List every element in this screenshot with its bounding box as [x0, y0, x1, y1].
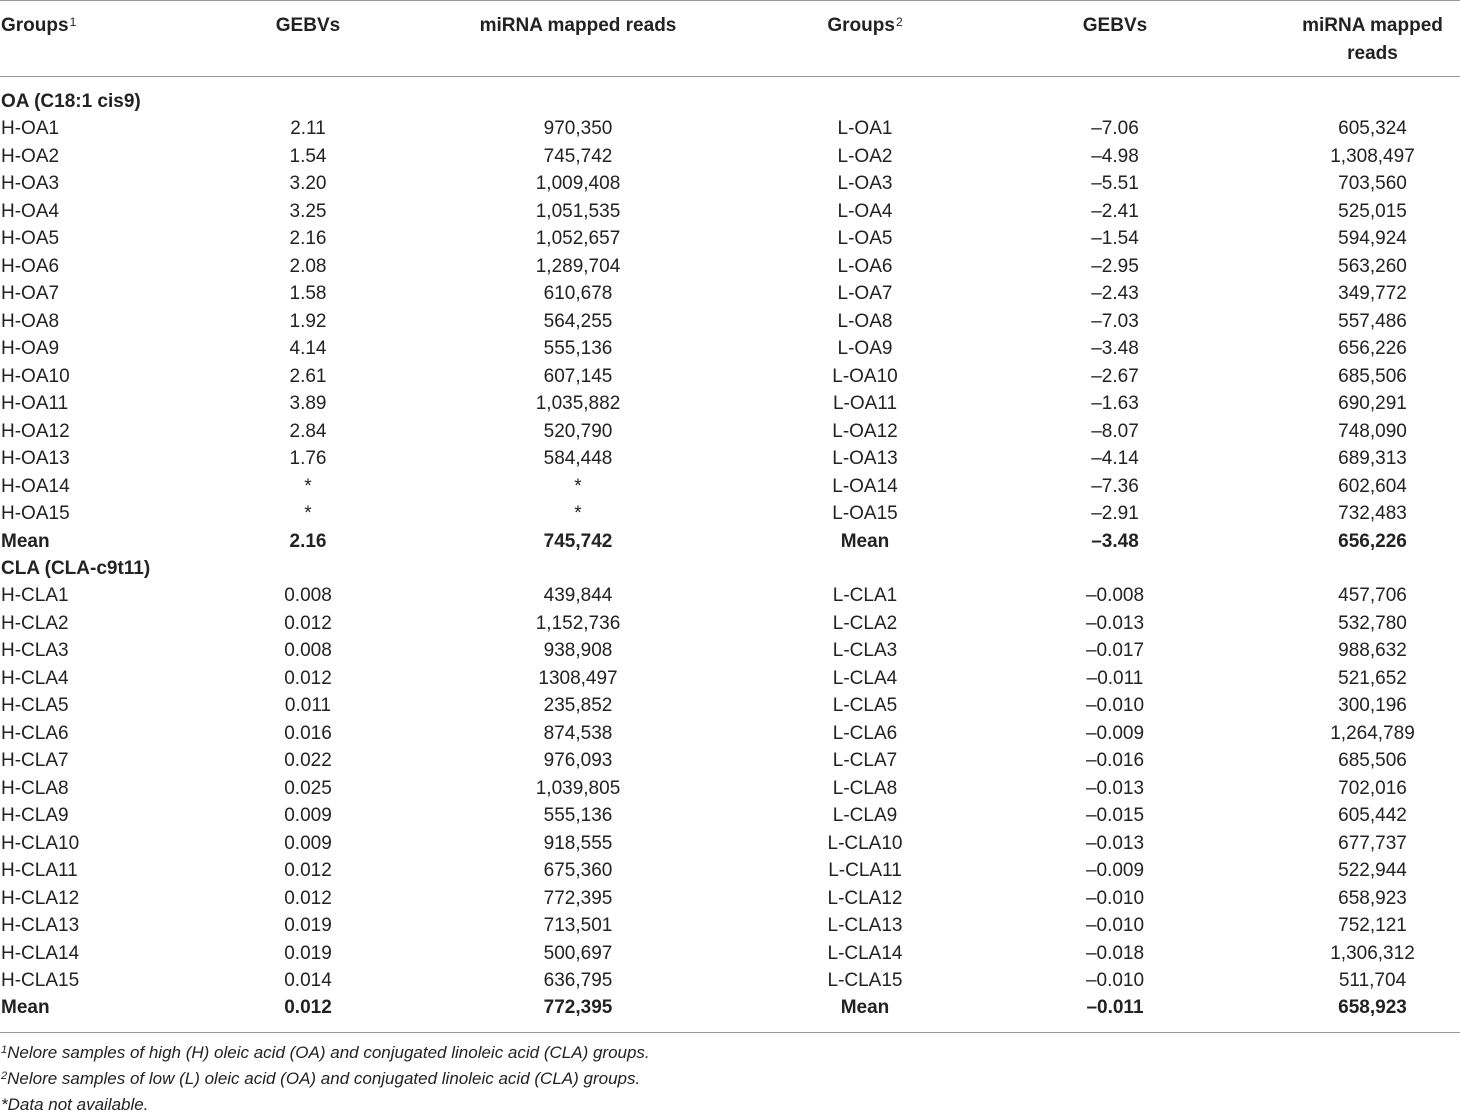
- cell-group-high: H-CLA9: [1, 805, 69, 827]
- cell-group-low: L-CLA12: [827, 887, 903, 909]
- cell-gebv-high: *: [304, 475, 312, 497]
- cell-gebv-high: 0.014: [284, 970, 332, 991]
- cell-group-high: H-CLA8: [1, 777, 69, 799]
- footnote-1: [1, 1041, 650, 1065]
- cell-reads-high: 1308,497: [538, 667, 618, 689]
- cell-reads-low: 594,924: [1338, 228, 1407, 250]
- table-row: [0, 857, 1460, 884]
- table-row: [0, 115, 1460, 142]
- cell-group-high: H-CLA7: [1, 750, 69, 772]
- footnote-1-text: Nelore samples of high (H) oleic acid (OA) and conjugated linoleic acid (CLA) groups.: [7, 1043, 650, 1062]
- footnote-1-mark: 1: [1, 1044, 8, 1056]
- cell-gebv-low: –0.009: [1085, 722, 1145, 744]
- cell-group-low: L-OA10: [832, 365, 898, 387]
- cell-group-high: H-CLA12: [1, 887, 80, 909]
- table-bottom-rule: [0, 1032, 1460, 1033]
- cell-gebv-low: –2.43: [1091, 283, 1139, 305]
- cell-group-low: L-CLA2: [832, 612, 898, 634]
- table-row: [0, 885, 1460, 912]
- cell-group-high: H-OA10: [1, 365, 70, 387]
- cell-reads-high: 970,350: [543, 118, 613, 140]
- table-row: [0, 280, 1460, 307]
- cell-group-low: L-OA4: [837, 200, 893, 222]
- cell-reads-low: 511,704: [1338, 970, 1407, 991]
- cell-group-high: H-OA6: [1, 255, 60, 277]
- cell-gebv-high: 0.019: [284, 915, 332, 937]
- cell-reads-high: 675,360: [543, 860, 613, 882]
- cell-gebv-high: 1.54: [289, 145, 327, 167]
- cell-gebv-low: –0.010: [1085, 695, 1145, 717]
- table-row: [0, 775, 1460, 802]
- cell-group-low: L-OA5: [837, 228, 893, 250]
- header-groups-high-label: Groups: [1, 15, 69, 36]
- cell-gebv-low: –4.98: [1091, 145, 1139, 167]
- cell-group-low: L-CLA10: [827, 832, 903, 854]
- cell-group-high: H-CLA2: [1, 612, 69, 634]
- cell-reads-low: 677,737: [1338, 832, 1407, 854]
- cell-gebv-high: 0.008: [284, 585, 332, 607]
- cell-group-low: L-CLA8: [832, 777, 898, 799]
- footnote-3: [1, 1093, 148, 1117]
- cell-gebv-high: 1.58: [289, 283, 327, 305]
- mean-row: [0, 528, 1460, 555]
- cell-group-high: H-OA4: [1, 200, 60, 222]
- cell-gebv-high: 0.011: [284, 695, 332, 717]
- cell-gebv-low: –3.48: [1091, 530, 1139, 552]
- cell-gebv-high: 4.14: [289, 338, 327, 360]
- cell-group-low: L-CLA6: [832, 722, 898, 744]
- table-row: [0, 940, 1460, 967]
- cell-gebv-low: –0.017: [1085, 640, 1145, 662]
- cell-reads-low: 703,560: [1338, 173, 1407, 195]
- cell-gebv-low: –8.07: [1091, 420, 1139, 442]
- cell-reads-high: 439,844: [543, 585, 613, 607]
- cell-gebv-low: –0.010: [1085, 970, 1145, 991]
- cell-reads-high: 610,678: [543, 283, 613, 305]
- cell-gebv-low: –0.018: [1085, 942, 1145, 964]
- cell-gebv-low: –3.48: [1091, 338, 1139, 360]
- table-row: [0, 665, 1460, 692]
- cell-gebv-high: 2.84: [289, 420, 327, 442]
- cell-group-low: L-OA9: [837, 338, 893, 360]
- table-row: [0, 637, 1460, 664]
- cell-reads-low: 557,486: [1338, 310, 1407, 332]
- cell-gebv-low: –0.011: [1086, 997, 1144, 1019]
- cell-group-high: H-OA11: [1, 393, 69, 415]
- cell-reads-high: 636,795: [543, 970, 613, 991]
- cell-gebv-low: –0.013: [1085, 612, 1145, 634]
- table-row: [0, 582, 1460, 609]
- cell-group-high: H-CLA14: [1, 942, 80, 964]
- cell-group-high: H-CLA4: [1, 667, 69, 689]
- header-bottom-rule: [0, 76, 1460, 77]
- cell-reads-low: 532,780: [1338, 612, 1407, 634]
- cell-gebv-high: 1.76: [289, 448, 327, 470]
- cell-reads-low: 702,016: [1338, 777, 1407, 799]
- cell-group-high: H-OA15: [1, 503, 70, 525]
- cell-gebv-high: 3.89: [289, 393, 327, 415]
- table-row: [0, 473, 1460, 500]
- cell-gebv-high: 0.012: [284, 997, 332, 1019]
- cell-reads-high: 745,742: [543, 530, 613, 552]
- cell-group-low: L-OA14: [832, 475, 898, 497]
- cell-reads-high: 555,136: [543, 805, 613, 827]
- cell-reads-high: 500,697: [543, 942, 613, 964]
- cell-group-high: H-CLA6: [1, 722, 69, 744]
- cell-reads-high: 520,790: [543, 420, 613, 442]
- header-gebv-high: GEBVs: [275, 15, 341, 36]
- cell-gebv-low: –2.67: [1091, 365, 1139, 387]
- cell-reads-low: 457,706: [1338, 585, 1407, 607]
- cell-reads-low: 1,308,497: [1330, 145, 1415, 167]
- cell-gebv-high: 0.022: [284, 750, 332, 772]
- footnote-2-text: Nelore samples of low (L) oleic acid (OA) and conjugated linoleic acid (CLA) groups.: [7, 1069, 641, 1088]
- cell-group-high: H-OA1: [1, 118, 60, 140]
- cell-reads-low: 656,226: [1338, 530, 1407, 552]
- cell-gebv-low: –0.013: [1085, 832, 1145, 854]
- cell-group-high: H-OA7: [1, 283, 60, 305]
- header-groups-high: [1, 12, 76, 40]
- cell-group-low: L-CLA15: [827, 970, 903, 991]
- cell-group-high: H-CLA15: [1, 970, 80, 991]
- cell-reads-low: 1,306,312: [1330, 942, 1415, 964]
- cell-gebv-high: 2.08: [289, 255, 327, 277]
- cell-group-low: L-OA3: [837, 173, 893, 195]
- footnote-3-text: Data not available.: [7, 1095, 149, 1114]
- cell-reads-high: 745,742: [543, 145, 613, 167]
- cell-group-low: L-CLA14: [827, 942, 903, 964]
- cell-group-low: L-OA6: [837, 255, 893, 277]
- cell-gebv-high: 0.012: [284, 860, 332, 882]
- cell-group-high: H-CLA5: [1, 695, 69, 717]
- cell-gebv-high: 3.20: [289, 173, 327, 195]
- cell-reads-high: 1,052,657: [535, 228, 621, 250]
- cell-group-low: L-OA7: [837, 283, 893, 305]
- cell-reads-low: 752,121: [1338, 915, 1407, 937]
- header-reads-low: [1285, 12, 1460, 68]
- cell-reads-high: 1,035,882: [535, 393, 621, 415]
- cell-gebv-low: –0.009: [1085, 860, 1145, 882]
- cell-gebv-high: 0.012: [284, 887, 332, 909]
- cell-group-low: L-CLA9: [832, 805, 898, 827]
- cell-gebv-low: –0.010: [1085, 915, 1145, 937]
- cell-group-high: H-OA5: [1, 228, 60, 250]
- cell-group-low: L-CLA1: [832, 585, 898, 607]
- table-row: [0, 308, 1460, 335]
- table-row: [0, 143, 1460, 170]
- cell-group-low: L-OA12: [832, 420, 898, 442]
- cell-group-high: H-OA8: [1, 310, 60, 332]
- cell-group-low: L-CLA11: [828, 860, 902, 882]
- table-row: [0, 912, 1460, 939]
- cell-gebv-high: 0.009: [284, 805, 332, 827]
- cell-reads-high: 874,538: [543, 722, 613, 744]
- cell-reads-low: 349,772: [1338, 283, 1407, 305]
- table-row: [0, 830, 1460, 857]
- cell-group-low: L-CLA5: [832, 695, 898, 717]
- cell-group-low: L-CLA7: [832, 750, 898, 772]
- footnote-marker-1: 1: [69, 15, 77, 29]
- cell-group-low: Mean: [840, 530, 890, 552]
- cell-gebv-low: –4.14: [1091, 448, 1139, 470]
- header-gebv-low: GEBVs: [1082, 15, 1148, 36]
- cell-gebv-low: –2.95: [1091, 255, 1139, 277]
- cell-group-high: H-CLA11: [1, 860, 78, 882]
- cell-gebv-high: 0.019: [284, 942, 332, 964]
- cell-reads-high: 938,908: [543, 640, 613, 662]
- section-header-row: [0, 88, 1460, 115]
- cell-reads-high: 772,395: [543, 887, 613, 909]
- cell-gebv-low: –0.010: [1085, 887, 1145, 909]
- cell-gebv-high: 2.16: [289, 530, 327, 552]
- footnote-3-mark: *: [1, 1095, 8, 1114]
- cell-group-high: H-OA14: [1, 475, 70, 497]
- cell-group-low: L-CLA4: [832, 667, 898, 689]
- cell-reads-low: 988,632: [1338, 640, 1407, 662]
- cell-reads-high: 772,395: [543, 997, 613, 1019]
- cell-group-high: H-CLA13: [1, 915, 80, 937]
- cell-gebv-low: –2.41: [1091, 200, 1139, 222]
- table-row: [0, 445, 1460, 472]
- cell-gebv-high: 0.012: [284, 612, 332, 634]
- cell-group-high: OA (C18:1 cis9): [1, 91, 141, 112]
- cell-group-high: CLA (CLA-c9t11): [1, 557, 151, 579]
- cell-gebv-low: –7.36: [1091, 475, 1139, 497]
- cell-reads-low: 522,944: [1338, 860, 1407, 882]
- cell-reads-low: 602,604: [1338, 475, 1407, 497]
- cell-gebv-low: –5.51: [1091, 173, 1139, 195]
- cell-gebv-low: –7.03: [1091, 310, 1139, 332]
- cell-group-high: H-CLA3: [1, 640, 69, 662]
- cell-reads-low: 1,264,789: [1330, 722, 1415, 744]
- cell-group-high: H-CLA1: [1, 585, 69, 607]
- cell-reads-low: 685,506: [1338, 750, 1407, 772]
- cell-group-high: H-OA2: [1, 145, 60, 167]
- cell-reads-high: 1,051,535: [535, 200, 621, 222]
- cell-group-low: L-OA13: [832, 448, 898, 470]
- cell-group-low: L-OA11: [832, 393, 898, 415]
- table-row: [0, 225, 1460, 252]
- cell-gebv-low: –1.63: [1091, 393, 1139, 415]
- header-reads-low-line1: miRNA mapped: [1302, 15, 1443, 36]
- cell-reads-low: 563,260: [1338, 255, 1407, 277]
- cell-gebv-high: 0.016: [284, 722, 332, 744]
- cell-reads-low: 605,442: [1338, 805, 1407, 827]
- header-reads-high: miRNA mapped reads: [479, 15, 677, 36]
- cell-reads-low: 732,483: [1338, 503, 1407, 525]
- cell-group-low: L-OA15: [832, 503, 898, 525]
- table-row: [0, 610, 1460, 637]
- cell-gebv-high: 2.61: [289, 365, 327, 387]
- cell-group-low: L-OA2: [837, 145, 893, 167]
- cell-reads-low: 525,015: [1338, 200, 1407, 222]
- table-row: [0, 363, 1460, 390]
- cell-reads-high: 555,136: [543, 338, 613, 360]
- cell-reads-high: 607,145: [543, 365, 613, 387]
- table-row: [0, 198, 1460, 225]
- table-row: [0, 500, 1460, 527]
- cell-gebv-low: –0.016: [1085, 750, 1145, 772]
- cell-reads-high: *: [574, 475, 582, 497]
- cell-group-low: L-OA8: [837, 310, 893, 332]
- cell-reads-high: 1,009,408: [535, 173, 621, 195]
- table-row: [0, 390, 1460, 417]
- cell-reads-high: 976,093: [543, 750, 613, 772]
- table-row: [0, 170, 1460, 197]
- cell-reads-low: 690,291: [1338, 393, 1407, 415]
- cell-reads-low: 658,923: [1338, 997, 1407, 1019]
- cell-gebv-low: –0.008: [1085, 585, 1145, 607]
- cell-reads-high: 235,852: [543, 695, 613, 717]
- cell-reads-low: 521,652: [1338, 667, 1407, 689]
- cell-reads-high: 564,255: [543, 310, 613, 332]
- table-row: [0, 418, 1460, 445]
- cell-gebv-high: 0.008: [284, 640, 332, 662]
- cell-reads-low: 656,226: [1338, 338, 1407, 360]
- table-row: [0, 720, 1460, 747]
- table-row: [0, 335, 1460, 362]
- cell-reads-low: 300,196: [1338, 695, 1407, 717]
- header-reads-low-line2: reads: [1347, 43, 1398, 64]
- cell-reads-high: 1,039,805: [535, 777, 621, 799]
- cell-reads-high: 713,501: [543, 915, 613, 937]
- cell-gebv-high: 0.025: [284, 777, 332, 799]
- cell-gebv-high: *: [304, 503, 312, 525]
- cell-gebv-low: –0.013: [1085, 777, 1145, 799]
- table-top-rule: [0, 0, 1460, 1]
- table-row: [0, 692, 1460, 719]
- cell-gebv-low: –0.015: [1085, 805, 1145, 827]
- header-groups-low: [795, 12, 935, 40]
- cell-group-low: L-OA1: [837, 118, 893, 140]
- cell-reads-low: 689,313: [1338, 448, 1407, 470]
- table-row: [0, 967, 1460, 994]
- cell-group-high: H-OA9: [1, 338, 60, 360]
- cell-group-high: Mean: [1, 530, 50, 552]
- cell-gebv-low: –1.54: [1091, 228, 1139, 250]
- table-row: [0, 747, 1460, 774]
- cell-gebv-low: –2.91: [1091, 503, 1139, 525]
- cell-reads-high: *: [574, 503, 582, 525]
- cell-gebv-high: 3.25: [289, 200, 327, 222]
- mean-row: [0, 994, 1460, 1021]
- cell-reads-high: 918,555: [543, 832, 613, 854]
- footnote-2-mark: 2: [1, 1070, 8, 1082]
- cell-gebv-low: –7.06: [1091, 118, 1139, 140]
- cell-group-low: L-CLA13: [827, 915, 903, 937]
- cell-reads-high: 1,289,704: [535, 255, 621, 277]
- cell-reads-low: 605,324: [1338, 118, 1407, 140]
- cell-gebv-high: 1.92: [289, 310, 327, 332]
- cell-group-high: H-CLA10: [1, 832, 80, 854]
- header-groups-low-label: Groups: [827, 15, 895, 36]
- cell-gebv-high: 0.012: [284, 667, 332, 689]
- cell-group-low: L-CLA3: [832, 640, 898, 662]
- cell-reads-low: 658,923: [1338, 887, 1407, 909]
- footnote-marker-2: 2: [895, 15, 903, 29]
- cell-reads-low: 748,090: [1338, 420, 1407, 442]
- cell-reads-low: 685,506: [1338, 365, 1407, 387]
- cell-group-high: Mean: [1, 997, 50, 1019]
- table-body: [0, 88, 1460, 1022]
- cell-group-high: H-OA13: [1, 448, 70, 470]
- table-row: [0, 253, 1460, 280]
- cell-group-high: H-OA3: [1, 173, 60, 195]
- cell-gebv-high: 2.11: [290, 118, 326, 140]
- cell-reads-high: 584,448: [543, 448, 613, 470]
- table-row: [0, 802, 1460, 829]
- cell-gebv-low: –0.011: [1086, 667, 1144, 689]
- footnote-2: [1, 1067, 640, 1091]
- cell-gebv-high: 0.009: [284, 832, 332, 854]
- cell-group-high: H-OA12: [1, 420, 70, 442]
- section-header-row: [0, 555, 1460, 582]
- cell-reads-high: 1,152,736: [535, 612, 621, 634]
- cell-group-low: Mean: [840, 997, 890, 1019]
- cell-gebv-high: 2.16: [289, 228, 327, 250]
